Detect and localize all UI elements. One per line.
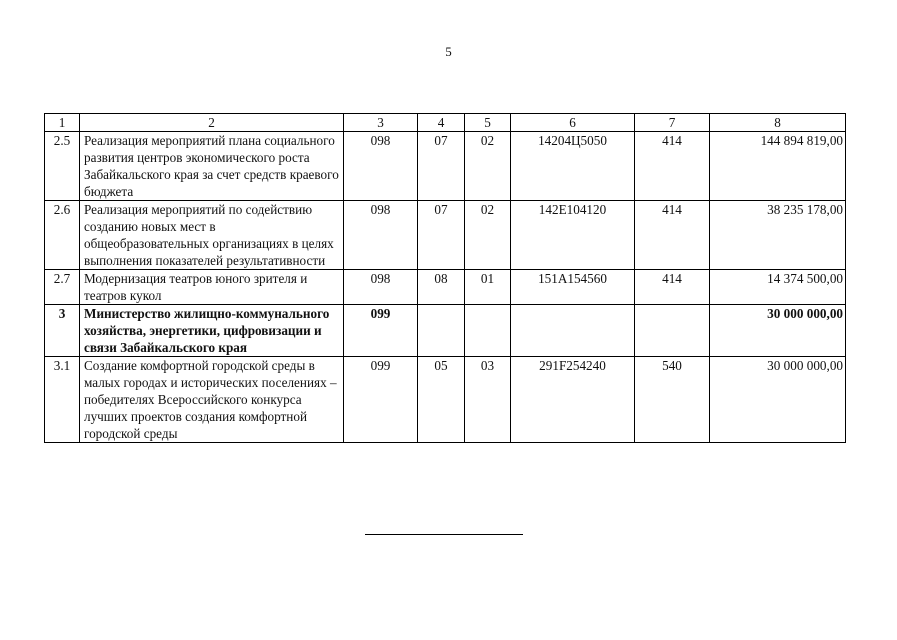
row-name: Реализация мероприятий плана социального развития центров экономического роста Забайкальского края за счет средств краевого бюджета (80, 132, 344, 201)
table-row-ministry-total (45, 305, 846, 357)
table-row (45, 357, 846, 443)
row-name: Министерство жилищно-коммунального хозяйства, энергетики, цифровизации и связи Забайкальского края (80, 305, 344, 357)
row-code-6: 142E104120 (511, 201, 635, 270)
row-code-7: 414 (635, 270, 710, 305)
row-code-3: 098 (344, 132, 418, 201)
table-row (45, 270, 846, 305)
row-name: Модернизация театров юного зрителя и театров кукол (80, 270, 344, 305)
row-number: 2.7 (45, 270, 80, 305)
row-code-5 (465, 305, 511, 357)
row-code-5: 02 (465, 132, 511, 201)
row-code-4: 07 (418, 132, 465, 201)
row-code-4: 08 (418, 270, 465, 305)
row-number: 2.6 (45, 201, 80, 270)
header-cell-1: 1 (45, 114, 80, 132)
row-code-3: 098 (344, 201, 418, 270)
table-header-row (45, 114, 846, 132)
header-cell-2: 2 (80, 114, 344, 132)
table-row (45, 132, 846, 201)
row-code-3: 099 (344, 357, 418, 443)
page-number: 5 (445, 44, 452, 59)
row-amount: 14 374 500,00 (710, 270, 846, 305)
row-code-7: 414 (635, 201, 710, 270)
row-name: Реализация мероприятий по содействию созданию новых мест в общеобразовательных организациях в целях выполнения показателей результативности (80, 201, 344, 270)
row-code-4 (418, 305, 465, 357)
row-code-6 (511, 305, 635, 357)
row-code-4: 05 (418, 357, 465, 443)
row-name: Создание комфортной городской среды в малых городах и исторических поселениях – победителях Всероссийского конкурса лучших проектов создания комфортной городской среды (80, 357, 344, 443)
row-number: 3.1 (45, 357, 80, 443)
header-cell-7: 7 (635, 114, 710, 132)
row-code-7: 540 (635, 357, 710, 443)
row-code-5: 02 (465, 201, 511, 270)
row-amount: 144 894 819,00 (710, 132, 846, 201)
row-code-7 (635, 305, 710, 357)
row-code-4: 07 (418, 201, 465, 270)
row-code-3: 099 (344, 305, 418, 357)
row-code-7: 414 (635, 132, 710, 201)
row-code-6: 14204Ц5050 (511, 132, 635, 201)
header-cell-5: 5 (465, 114, 511, 132)
end-divider (365, 534, 523, 535)
header-cell-3: 3 (344, 114, 418, 132)
row-code-3: 098 (344, 270, 418, 305)
header-cell-6: 6 (511, 114, 635, 132)
row-code-5: 03 (465, 357, 511, 443)
row-amount: 38 235 178,00 (710, 201, 846, 270)
budget-table (44, 113, 846, 443)
table-row (45, 201, 846, 270)
row-amount: 30 000 000,00 (710, 305, 846, 357)
row-code-6: 291F254240 (511, 357, 635, 443)
header-cell-4: 4 (418, 114, 465, 132)
row-amount: 30 000 000,00 (710, 357, 846, 443)
row-number: 3 (45, 305, 80, 357)
row-code-5: 01 (465, 270, 511, 305)
row-code-6: 151A154560 (511, 270, 635, 305)
row-number: 2.5 (45, 132, 80, 201)
header-cell-8: 8 (710, 114, 846, 132)
